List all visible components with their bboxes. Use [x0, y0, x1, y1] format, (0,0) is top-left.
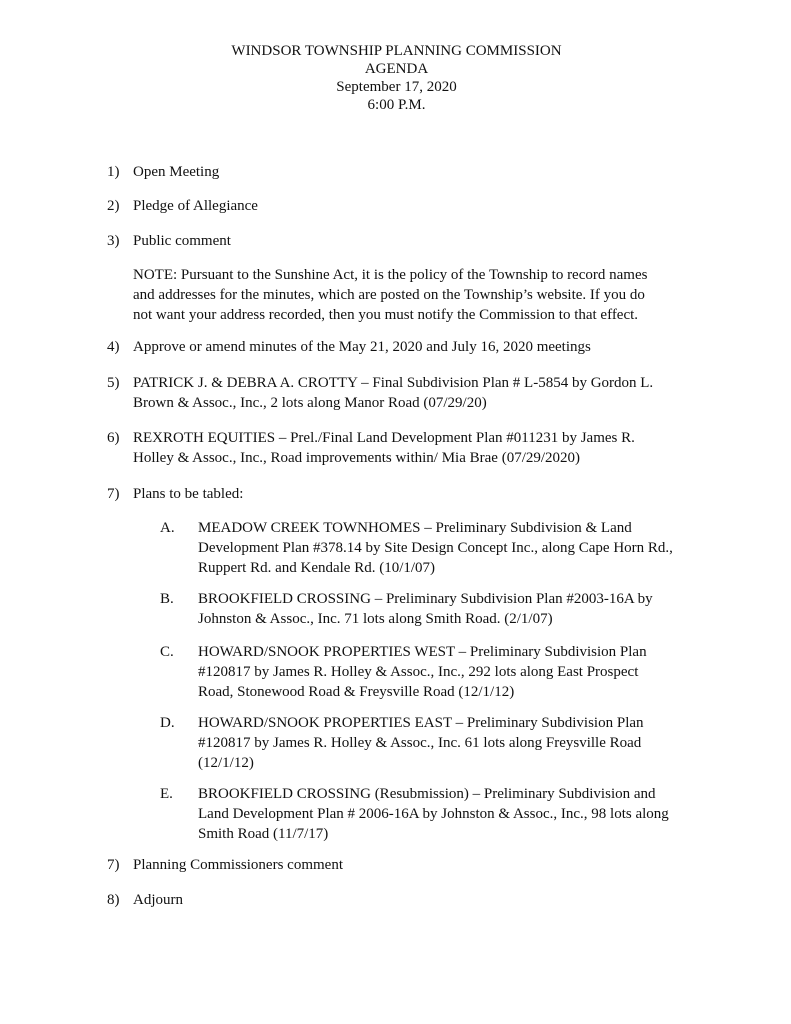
- plan-letter: A.: [160, 520, 175, 536]
- plan-text-line: BROOKFIELD CROSSING (Resubmission) – Preliminary Subdivision and: [198, 786, 656, 802]
- sunshine-act-note: [133, 265, 713, 325]
- note-line: not want your address recorded, then you must notify the Commission to that effect.: [133, 307, 639, 323]
- item-text: Approve or amend minutes of the May 21, 2020 and July 16, 2020 meetings: [133, 339, 591, 355]
- plan-letter: D.: [160, 715, 175, 731]
- plan-text-line: Ruppert Rd. and Kendale Rd. (10/1/07): [198, 560, 436, 576]
- item-text: Adjourn: [133, 892, 183, 908]
- plan-text-line: #120817 by James R. Holley & Assoc., Inc., 292 lots along East Prospect: [198, 664, 639, 680]
- note-line: and addresses for the minutes, which are posted on the Township’s website. If you do: [133, 287, 645, 303]
- item-number: 7): [107, 486, 120, 502]
- item-text: Pledge of Allegiance: [133, 198, 258, 214]
- item-text-line: Holley & Assoc., Inc., Road improvements within/ Mia Brae (07/29/2020): [133, 450, 581, 466]
- item-number: 3): [107, 233, 120, 249]
- item-number: 4): [107, 339, 120, 355]
- plan-text-line: HOWARD/SNOOK PROPERTIES EAST – Preliminary Subdivision Plan: [198, 715, 644, 731]
- item-number: 7): [107, 857, 120, 873]
- item-number: 1): [107, 164, 120, 180]
- header-organization: WINDSOR TOWNSHIP PLANNING COMMISSION: [231, 43, 562, 59]
- plan-text-line: BROOKFIELD CROSSING – Preliminary Subdivision Plan #2003-16A by: [198, 591, 653, 607]
- plan-text-line: HOWARD/SNOOK PROPERTIES WEST – Preliminary Subdivision Plan: [198, 644, 647, 660]
- plan-text-line: Land Development Plan # 2006-16A by Johnston & Assoc., Inc., 98 lots along: [198, 806, 669, 822]
- plan-text-line: Road, Stonewood Road & Freysville Road (12/1/12): [198, 684, 515, 700]
- note-line: NOTE: Pursuant to the Sunshine Act, it is the policy of the Township to record names: [133, 267, 648, 283]
- plan-text-line: (12/1/12): [198, 755, 254, 771]
- plan-text-line: #120817 by James R. Holley & Assoc., Inc. 61 lots along Freysville Road: [198, 735, 642, 751]
- header-title: AGENDA: [364, 61, 429, 77]
- header-time: 6:00 P.M.: [367, 97, 426, 113]
- item-text: Planning Commissioners comment: [133, 857, 343, 873]
- item-number: 2): [107, 198, 120, 214]
- item-text: Open Meeting: [133, 164, 220, 180]
- agenda-header: [0, 42, 791, 114]
- plan-text-line: Development Plan #378.14 by Site Design Concept Inc., along Cape Horn Rd.,: [198, 540, 673, 556]
- header-date: September 17, 2020: [336, 79, 457, 95]
- plan-letter: E.: [160, 786, 173, 802]
- item-number: 6): [107, 430, 120, 446]
- item-number: 5): [107, 375, 120, 391]
- item-text-line: REXROTH EQUITIES – Prel./Final Land Development Plan #011231 by James R.: [133, 430, 635, 446]
- plan-letter: B.: [160, 591, 174, 607]
- plan-text-line: MEADOW CREEK TOWNHOMES – Preliminary Subdivision & Land: [198, 520, 632, 536]
- item-number: 8): [107, 892, 120, 908]
- plan-letter: C.: [160, 644, 174, 660]
- item-text: Plans to be tabled:: [133, 486, 244, 502]
- plan-text-line: Johnston & Assoc., Inc. 71 lots along Smith Road. (2/1/07): [198, 611, 553, 627]
- item-text: Public comment: [133, 233, 231, 249]
- plan-text-line: Smith Road (11/7/17): [198, 826, 329, 842]
- item-text-line: Brown & Assoc., Inc., 2 lots along Manor Road (07/29/20): [133, 395, 487, 411]
- item-text-line: PATRICK J. & DEBRA A. CROTTY – Final Subdivision Plan # L-5854 by Gordon L.: [133, 375, 654, 391]
